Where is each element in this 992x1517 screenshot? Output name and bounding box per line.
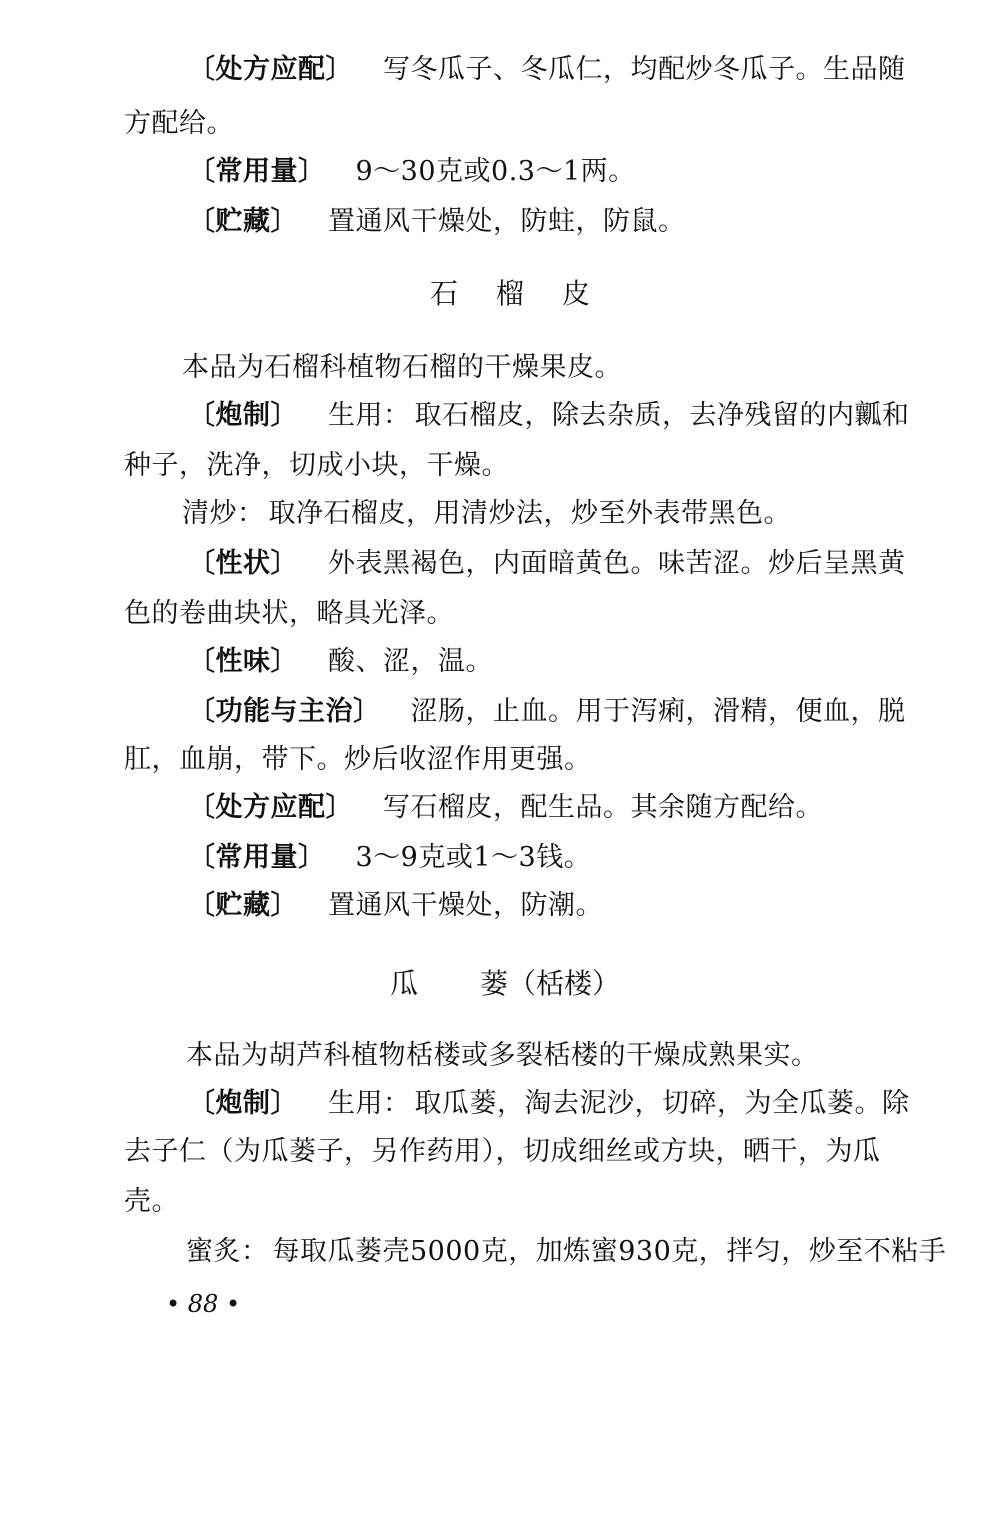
paragraph-intro: 本品为石榴科植物石榴的干燥果皮。 — [182, 352, 622, 383]
title-char: 石 — [430, 277, 459, 310]
paragraph-dosage — [188, 154, 636, 190]
method-label: 蜜炙： — [186, 1236, 269, 1267]
section-tag: 〔常用量〕 — [188, 156, 326, 187]
paragraph-dosage — [188, 840, 591, 876]
paragraph-function — [188, 694, 906, 730]
section-tag: 〔炮制〕 — [188, 400, 298, 431]
paragraph-intro: 本品为胡芦科植物栝楼或多裂栝楼的干燥成熟果实。 — [186, 1040, 819, 1071]
paragraph-prescription — [188, 52, 906, 88]
paragraph-text: 酸、涩，温。 — [328, 646, 493, 677]
title-char: 榴 — [496, 277, 525, 310]
paragraph-continuation: 壳。 — [124, 1186, 179, 1217]
section-tag: 〔常用量〕 — [188, 842, 326, 873]
paragraph-continuation: 方配给。 — [124, 108, 234, 139]
section-tag: 〔贮藏〕 — [188, 206, 298, 237]
method-label: 生用： — [328, 1088, 411, 1119]
paragraph-continuation: 色的卷曲块状，略具光泽。 — [124, 598, 454, 629]
paragraph-text: 取瓜蒌，淘去泥沙，切碎，为全瓜蒌。除 — [414, 1088, 910, 1119]
paragraph-continuation: 去子仁（为瓜蒌子，另作药用），切成细丝或方块，晒干，为瓜 — [124, 1136, 881, 1167]
section-tag: 〔炮制〕 — [188, 1088, 298, 1119]
section-tag: 〔处方应配〕 — [188, 54, 353, 85]
section-title-shiliupi — [430, 276, 590, 312]
method-label: 清炒： — [182, 498, 265, 529]
title-rest: 蒌（栝楼） — [480, 967, 621, 1000]
paragraph-properties — [188, 546, 906, 582]
section-tag: 〔贮藏〕 — [188, 890, 298, 921]
paragraph-text: 置通风干燥处，防蛀，防鼠。 — [328, 206, 686, 237]
paragraph-taste — [188, 644, 493, 680]
paragraph-prescription — [188, 790, 823, 826]
paragraph-honey-fry — [186, 1234, 946, 1270]
page-number: • 88 • — [166, 1290, 241, 1318]
section-tag: 〔性状〕 — [188, 548, 298, 579]
paragraph-text: 3～9克或1～3钱。 — [355, 842, 592, 873]
paragraph-text: 涩肠，止血。用于泻痢，滑精，便血，脱 — [410, 696, 906, 727]
title-char: 皮 — [562, 277, 591, 310]
paragraph-text: 取净石榴皮，用清炒法，炒至外表带黑色。 — [268, 498, 791, 529]
paragraph-stir-fry — [182, 496, 791, 532]
paragraph-text: 写冬瓜子、冬瓜仁，均配炒冬瓜子。生品随 — [383, 54, 906, 85]
paragraph-continuation: 肛，血崩，带下。炒后收涩作用更强。 — [124, 744, 592, 775]
paragraph-continuation: 种子，洗净，切成小块，干燥。 — [124, 450, 509, 481]
paragraph-text: 置通风干燥处，防潮。 — [328, 890, 603, 921]
title-char: 瓜 — [390, 967, 419, 1000]
paragraph-processing — [188, 398, 910, 434]
paragraph-storage — [188, 888, 603, 924]
section-tag: 〔性味〕 — [188, 646, 298, 677]
paragraph-text: 取石榴皮，除去杂质，去净残留的内瓤和 — [414, 400, 910, 431]
section-tag: 〔处方应配〕 — [188, 792, 353, 823]
paragraph-text: 9～30克或0.3～1两。 — [355, 156, 636, 187]
paragraph-text: 外表黑褐色，内面暗黄色。味苦涩。炒后呈黑黄 — [328, 548, 906, 579]
method-label: 生用： — [328, 400, 411, 431]
paragraph-storage — [188, 204, 686, 240]
paragraph-processing — [188, 1086, 910, 1122]
section-title-gualou — [390, 966, 620, 1002]
section-tag: 〔功能与主治〕 — [188, 696, 381, 727]
paragraph-text: 写石榴皮，配生品。其余随方配给。 — [383, 792, 823, 823]
paragraph-text: 每取瓜蒌壳5000克，加炼蜜930克，拌匀，炒至不粘手 — [272, 1236, 947, 1267]
